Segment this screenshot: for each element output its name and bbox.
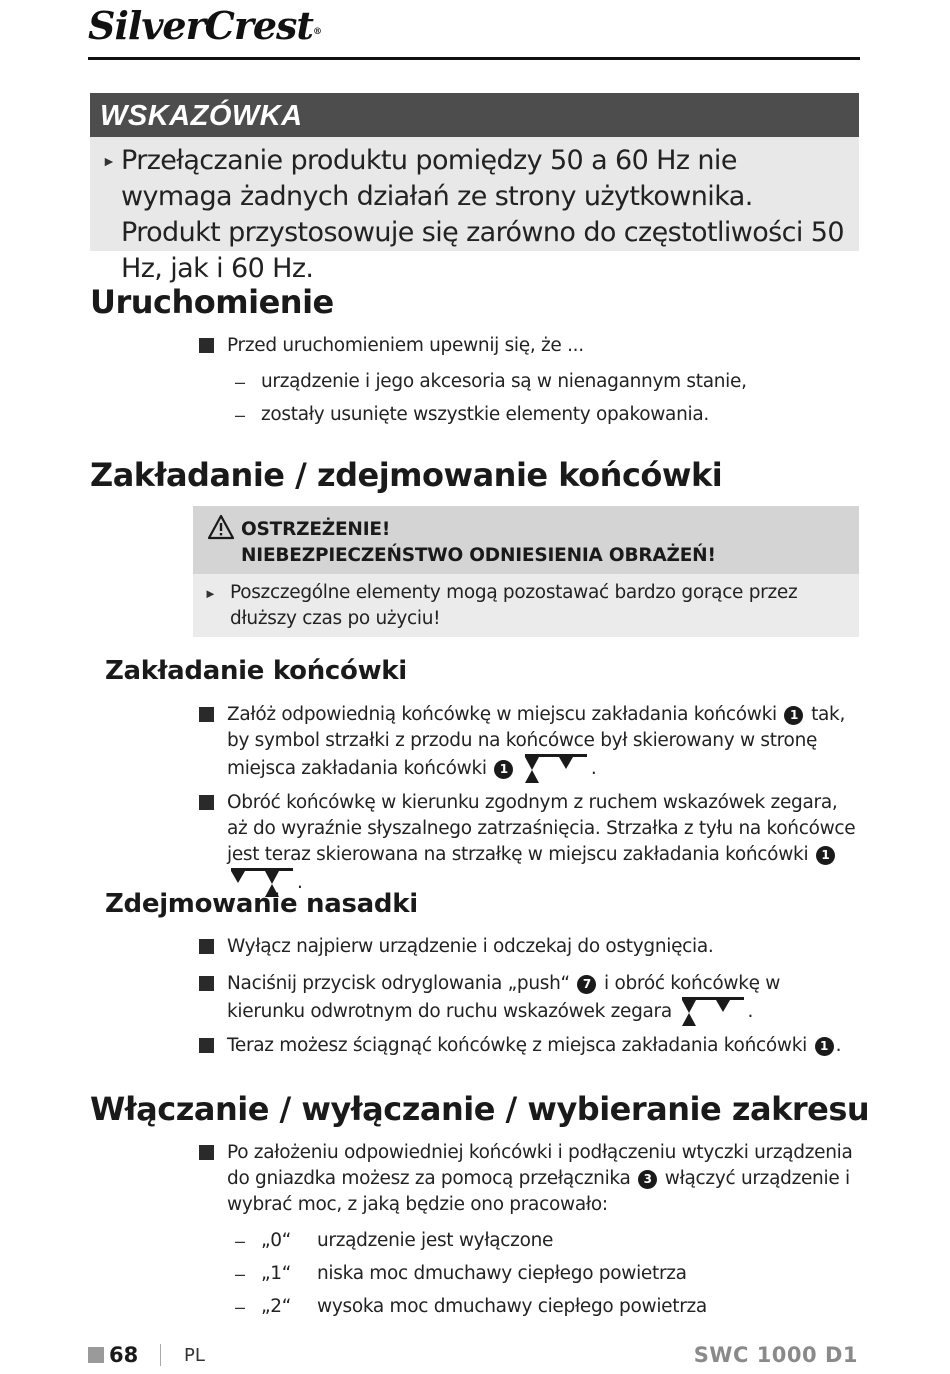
warning-text: Poszczególne elementy mogą pozostawać bardzo gorące przez dłuższy czas po użyciu! [230,582,798,629]
footer-separator [160,1344,161,1366]
ref-number-7: 7 [577,975,596,994]
warning-header [193,506,859,574]
setting-label: „1“ [261,1263,292,1284]
bullet-square [199,976,214,991]
start-item-1: urządzenie i jego akcesoria są w nienagannym stanie, [261,371,747,392]
ref-number-1: 1 [815,1037,834,1056]
attach-item-2-text: Obróć końcówkę w kierunku zgodnym z ruchem wskazówek zegara, aż do wyraźnie słyszalnego zatrzaśnięcia. Strzałka z tyłu na końcówce jest teraz skierowana na strzałkę w miejscu zakładania końcówki [227,792,856,865]
attach-item-1-text-a: Załóż odpowiednią końcówkę w miejscu zakładania końcówki [227,704,777,725]
subsection-title-attach: Zakładanie końcówki [105,656,407,686]
ref-number-1: 1 [494,760,513,779]
brand-name: SilverCrest [88,3,313,48]
section-title-start: Uruchomienie [90,283,334,321]
period: . [835,1035,842,1056]
warning-line-2: NIEBEZPIECZEŃSTWO ODNIESIENIA OBRAŻEŃ! [241,545,716,566]
registered-mark: ® [312,27,321,37]
note-box [90,137,859,284]
language-code: PL [184,1345,205,1366]
arrow-alignment-open-icon [680,997,746,1027]
setting-desc: urządzenie jest wyłączone [317,1230,554,1251]
subsection-title-remove: Zdejmowanie nasadki [105,889,418,919]
remove-item-1: Wyłącz najpierw urządzenie i odczekaj do ostygnięcia. [227,936,714,957]
period: . [590,758,597,779]
setting-label: „2“ [261,1296,292,1317]
ref-number-3: 3 [638,1170,657,1189]
period: . [747,1001,754,1022]
list-dash: – [235,1264,246,1284]
attach-item-1-text-b: tak, by symbol strzałki z przodu na końcówce był skierowany w stronę miejsca zakładania końcówki [227,704,846,779]
power-intro-text-a: Po założeniu odpowiedniej końcówki i podłączeniu wtyczki urządzenia do gniazdka możesz za pomocą przełącznika [227,1142,853,1189]
attach-item-2 [227,790,859,898]
note-title: WSKAZÓWKA [90,93,859,137]
power-setting-0 [261,1228,553,1254]
setting-desc: niska moc dmuchawy ciepłego powietrza [317,1263,687,1284]
remove-item-2-text-a: Naciśnij przycisk odryglowania „push“ [227,973,570,994]
bullet-square [199,795,214,810]
section-title-nozzle: Zakładanie / zdejmowanie końcówki [90,456,723,494]
warning-triangle-icon [207,514,235,540]
remove-item-2-text-b: i obróć końcówkę w kierunku odwrotnym do ruchu wskazówek zegara [227,973,781,1022]
remove-item-3 [227,1033,859,1059]
note-text: Przełączanie produktu pomiędzy 50 a 60 Hz nie wymaga żadnych działań ze strony użytkownika. Produkt przystosowuje się zarówno do częstotliwości 50 Hz, jak i 60 Hz. [121,145,844,284]
list-dash: – [235,1231,246,1251]
list-dash: – [235,1297,246,1317]
power-setting-1 [261,1261,687,1287]
list-dash: – [235,405,246,425]
bullet-square [199,939,214,954]
brand-logo [88,3,321,48]
warning-line-1: OSTRZEŻENIE! [241,519,391,540]
setting-desc: wysoka moc dmuchawy ciepłego powietrza [317,1296,707,1317]
note-arrow-icon: ► [102,153,116,169]
list-dash: – [235,372,246,392]
footer-square [88,1347,104,1363]
ref-number-1: 1 [816,846,835,865]
power-intro-text-b: włączyć urządzenie i wybrać moc, z jaką będzie ono pracowało: [227,1168,850,1215]
bullet-square [199,707,214,722]
attach-item-1 [227,702,859,784]
bullet-square [199,338,214,353]
warning-arrow-icon: ► [204,586,217,601]
power-setting-2 [261,1294,707,1320]
period: . [297,872,303,893]
start-item-2: zostały usunięte wszystkie elementy opakowania. [261,404,709,425]
remove-item-2 [227,971,859,1027]
setting-label: „0“ [261,1230,292,1251]
remove-item-3-text: Teraz możesz ściągnąć końcówkę z miejsca zakładania końcówki [227,1035,807,1056]
model-number: SWC 1000 D1 [693,1343,858,1367]
start-intro: Przed uruchomieniem upewnij się, że ... [227,335,584,356]
arrow-alignment-open-icon [523,754,589,784]
ref-number-1: 1 [784,706,803,725]
section-title-power: Włączanie / wyłączanie / wybieranie zakresu [90,1090,870,1128]
bullet-square [199,1145,214,1160]
power-intro [227,1140,859,1218]
warning-body [193,574,859,637]
header-rule [88,57,860,60]
bullet-square [199,1038,214,1053]
page-number: 68 [109,1343,139,1367]
